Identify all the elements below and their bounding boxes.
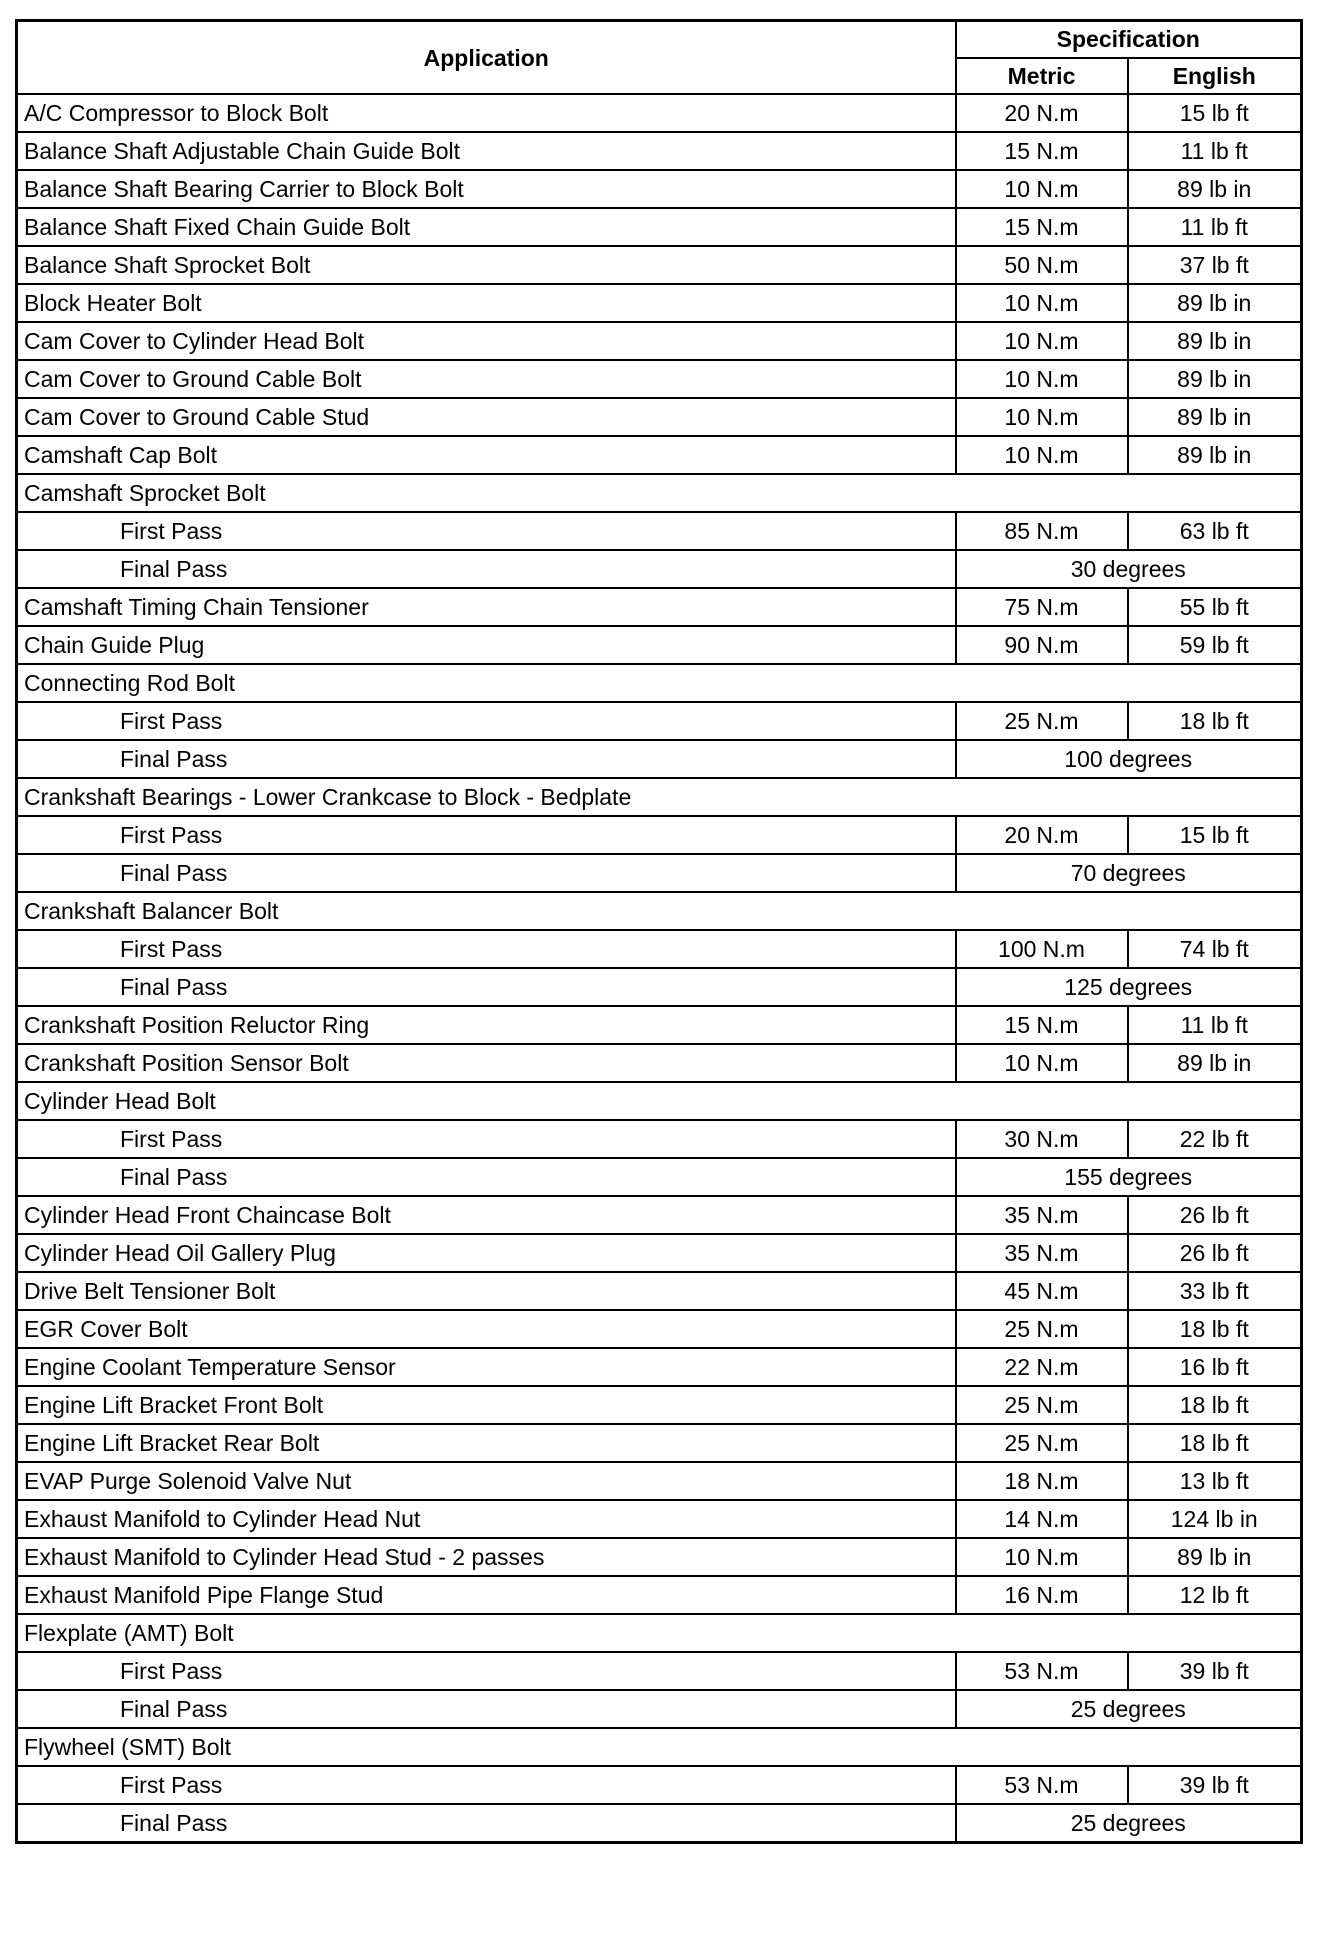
table-row (17, 360, 1302, 398)
header-row-top (17, 21, 1302, 58)
application-cell: Engine Coolant Temperature Sensor (17, 1348, 956, 1386)
group-label-cell: Cylinder Head Bolt (17, 1082, 1302, 1120)
table-row (17, 474, 1302, 512)
application-cell: Chain Guide Plug (17, 626, 956, 664)
metric-cell: 25 N.m (956, 1310, 1128, 1348)
metric-cell: 10 N.m (956, 398, 1128, 436)
application-cell: Final Pass (17, 1690, 956, 1728)
table-row (17, 208, 1302, 246)
table-row (17, 1424, 1302, 1462)
table-row (17, 284, 1302, 322)
english-cell: 89 lb in (1128, 436, 1302, 474)
spec-angle-cell: 25 degrees (956, 1690, 1302, 1728)
table-row (17, 778, 1302, 816)
english-cell: 16 lb ft (1128, 1348, 1302, 1386)
table-row (17, 436, 1302, 474)
english-cell: 26 lb ft (1128, 1196, 1302, 1234)
table-row (17, 94, 1302, 132)
metric-cell: 45 N.m (956, 1272, 1128, 1310)
metric-cell: 10 N.m (956, 322, 1128, 360)
metric-cell: 75 N.m (956, 588, 1128, 626)
english-cell: 11 lb ft (1128, 1006, 1302, 1044)
english-cell: 89 lb in (1128, 170, 1302, 208)
application-cell: Cam Cover to Ground Cable Stud (17, 398, 956, 436)
english-cell: 63 lb ft (1128, 512, 1302, 550)
application-cell: Drive Belt Tensioner Bolt (17, 1272, 956, 1310)
metric-cell: 10 N.m (956, 1044, 1128, 1082)
group-label-cell: Flywheel (SMT) Bolt (17, 1728, 1302, 1766)
table-row (17, 1082, 1302, 1120)
table-row (17, 1044, 1302, 1082)
table-row (17, 1728, 1302, 1766)
metric-cell: 20 N.m (956, 816, 1128, 854)
application-cell: Balance Shaft Fixed Chain Guide Bolt (17, 208, 956, 246)
english-cell: 15 lb ft (1128, 94, 1302, 132)
header-application: Application (17, 21, 956, 95)
table-row (17, 1234, 1302, 1272)
table-row (17, 398, 1302, 436)
english-cell: 89 lb in (1128, 1044, 1302, 1082)
english-cell: 33 lb ft (1128, 1272, 1302, 1310)
table-row (17, 968, 1302, 1006)
table-row (17, 1386, 1302, 1424)
application-cell: Exhaust Manifold to Cylinder Head Nut (17, 1500, 956, 1538)
spec-angle-cell: 100 degrees (956, 740, 1302, 778)
table-header (17, 21, 1302, 95)
english-cell: 89 lb in (1128, 398, 1302, 436)
application-cell: First Pass (17, 512, 956, 550)
header-metric: Metric (956, 58, 1128, 95)
metric-cell: 15 N.m (956, 132, 1128, 170)
english-cell: 59 lb ft (1128, 626, 1302, 664)
table-row (17, 1462, 1302, 1500)
table-row (17, 664, 1302, 702)
application-cell: EGR Cover Bolt (17, 1310, 956, 1348)
application-cell: Cylinder Head Oil Gallery Plug (17, 1234, 956, 1272)
application-cell: Final Pass (17, 550, 956, 588)
table-row (17, 322, 1302, 360)
table-row (17, 512, 1302, 550)
application-cell: Cam Cover to Cylinder Head Bolt (17, 322, 956, 360)
english-cell: 13 lb ft (1128, 1462, 1302, 1500)
application-cell: First Pass (17, 1652, 956, 1690)
spec-angle-cell: 25 degrees (956, 1804, 1302, 1843)
english-cell: 39 lb ft (1128, 1652, 1302, 1690)
metric-cell: 25 N.m (956, 702, 1128, 740)
application-cell: Cylinder Head Front Chaincase Bolt (17, 1196, 956, 1234)
metric-cell: 22 N.m (956, 1348, 1128, 1386)
metric-cell: 16 N.m (956, 1576, 1128, 1614)
table-row (17, 626, 1302, 664)
table-row (17, 1310, 1302, 1348)
english-cell: 11 lb ft (1128, 132, 1302, 170)
english-cell: 124 lb in (1128, 1500, 1302, 1538)
application-cell: Exhaust Manifold Pipe Flange Stud (17, 1576, 956, 1614)
application-cell: Final Pass (17, 968, 956, 1006)
table-row (17, 170, 1302, 208)
english-cell: 18 lb ft (1128, 1424, 1302, 1462)
application-cell: Final Pass (17, 1158, 956, 1196)
table-row (17, 1652, 1302, 1690)
english-cell: 55 lb ft (1128, 588, 1302, 626)
metric-cell: 90 N.m (956, 626, 1128, 664)
spec-angle-cell: 155 degrees (956, 1158, 1302, 1196)
metric-cell: 30 N.m (956, 1120, 1128, 1158)
application-cell: Block Heater Bolt (17, 284, 956, 322)
application-cell: Camshaft Cap Bolt (17, 436, 956, 474)
english-cell: 18 lb ft (1128, 1310, 1302, 1348)
table-row (17, 246, 1302, 284)
english-cell: 89 lb in (1128, 322, 1302, 360)
metric-cell: 50 N.m (956, 246, 1128, 284)
group-label-cell: Flexplate (AMT) Bolt (17, 1614, 1302, 1652)
metric-cell: 10 N.m (956, 170, 1128, 208)
application-cell: Exhaust Manifold to Cylinder Head Stud - 2 passes (17, 1538, 956, 1576)
application-cell: First Pass (17, 816, 956, 854)
english-cell: 26 lb ft (1128, 1234, 1302, 1272)
application-cell: Cam Cover to Ground Cable Bolt (17, 360, 956, 398)
table-row (17, 1500, 1302, 1538)
table-row (17, 1804, 1302, 1843)
header-specification: Specification (956, 21, 1302, 58)
header-english: English (1128, 58, 1302, 95)
metric-cell: 15 N.m (956, 1006, 1128, 1044)
table-row (17, 1538, 1302, 1576)
application-cell: Final Pass (17, 1804, 956, 1843)
english-cell: 39 lb ft (1128, 1766, 1302, 1804)
spec-angle-cell: 70 degrees (956, 854, 1302, 892)
metric-cell: 85 N.m (956, 512, 1128, 550)
torque-spec-table (15, 19, 1303, 1844)
english-cell: 37 lb ft (1128, 246, 1302, 284)
application-cell: A/C Compressor to Block Bolt (17, 94, 956, 132)
table-row (17, 1690, 1302, 1728)
english-cell: 12 lb ft (1128, 1576, 1302, 1614)
table-row (17, 132, 1302, 170)
application-cell: Crankshaft Position Reluctor Ring (17, 1006, 956, 1044)
application-cell: Balance Shaft Adjustable Chain Guide Bolt (17, 132, 956, 170)
application-cell: Balance Shaft Sprocket Bolt (17, 246, 956, 284)
application-cell: Engine Lift Bracket Front Bolt (17, 1386, 956, 1424)
table-row (17, 1196, 1302, 1234)
application-cell: Camshaft Timing Chain Tensioner (17, 588, 956, 626)
metric-cell: 10 N.m (956, 284, 1128, 322)
english-cell: 89 lb in (1128, 360, 1302, 398)
table-row (17, 1614, 1302, 1652)
application-cell: Final Pass (17, 740, 956, 778)
table-row (17, 1576, 1302, 1614)
application-cell: Crankshaft Position Sensor Bolt (17, 1044, 956, 1082)
table-body (17, 94, 1302, 1843)
english-cell: 18 lb ft (1128, 702, 1302, 740)
metric-cell: 18 N.m (956, 1462, 1128, 1500)
table-row (17, 550, 1302, 588)
english-cell: 22 lb ft (1128, 1120, 1302, 1158)
application-cell: Balance Shaft Bearing Carrier to Block Bolt (17, 170, 956, 208)
application-cell: First Pass (17, 1766, 956, 1804)
table-row (17, 930, 1302, 968)
metric-cell: 20 N.m (956, 94, 1128, 132)
group-label-cell: Crankshaft Balancer Bolt (17, 892, 1302, 930)
metric-cell: 10 N.m (956, 1538, 1128, 1576)
application-cell: EVAP Purge Solenoid Valve Nut (17, 1462, 956, 1500)
table-row (17, 892, 1302, 930)
metric-cell: 100 N.m (956, 930, 1128, 968)
application-cell: Engine Lift Bracket Rear Bolt (17, 1424, 956, 1462)
table-row (17, 1272, 1302, 1310)
table-row (17, 1158, 1302, 1196)
table-row (17, 702, 1302, 740)
table-row (17, 1006, 1302, 1044)
table-row (17, 816, 1302, 854)
application-cell: First Pass (17, 930, 956, 968)
english-cell: 15 lb ft (1128, 816, 1302, 854)
application-cell: First Pass (17, 1120, 956, 1158)
metric-cell: 35 N.m (956, 1234, 1128, 1272)
table-row (17, 740, 1302, 778)
group-label-cell: Connecting Rod Bolt (17, 664, 1302, 702)
application-cell: Final Pass (17, 854, 956, 892)
metric-cell: 10 N.m (956, 436, 1128, 474)
metric-cell: 25 N.m (956, 1424, 1128, 1462)
group-label-cell: Camshaft Sprocket Bolt (17, 474, 1302, 512)
spec-angle-cell: 125 degrees (956, 968, 1302, 1006)
table-row (17, 1766, 1302, 1804)
english-cell: 89 lb in (1128, 1538, 1302, 1576)
metric-cell: 53 N.m (956, 1652, 1128, 1690)
english-cell: 74 lb ft (1128, 930, 1302, 968)
table-row (17, 854, 1302, 892)
spec-angle-cell: 30 degrees (956, 550, 1302, 588)
table-row (17, 1348, 1302, 1386)
metric-cell: 15 N.m (956, 208, 1128, 246)
metric-cell: 14 N.m (956, 1500, 1128, 1538)
metric-cell: 10 N.m (956, 360, 1128, 398)
table-row (17, 1120, 1302, 1158)
metric-cell: 53 N.m (956, 1766, 1128, 1804)
table-row (17, 588, 1302, 626)
english-cell: 89 lb in (1128, 284, 1302, 322)
application-cell: First Pass (17, 702, 956, 740)
group-label-cell: Crankshaft Bearings - Lower Crankcase to Block - Bedplate (17, 778, 1302, 816)
english-cell: 11 lb ft (1128, 208, 1302, 246)
metric-cell: 25 N.m (956, 1386, 1128, 1424)
english-cell: 18 lb ft (1128, 1386, 1302, 1424)
metric-cell: 35 N.m (956, 1196, 1128, 1234)
